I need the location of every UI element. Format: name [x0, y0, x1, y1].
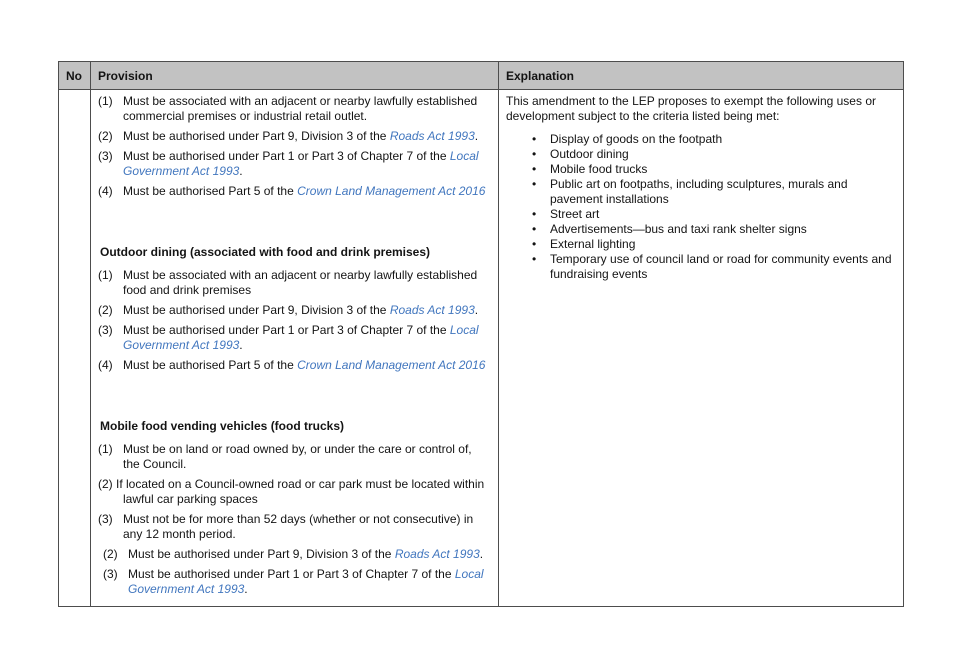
provision-item-number: (3): [98, 149, 113, 163]
provision-item: [98, 442, 491, 472]
provision-section-heading: Mobile food vending vehicles (food trucks): [100, 419, 345, 433]
provision-item-number: (2): [98, 477, 113, 491]
provision-item: [98, 477, 491, 507]
explanation-bullet-list: [506, 132, 896, 282]
explanation-bullet-item: • Street art: [506, 207, 896, 222]
provision-item: [98, 358, 491, 373]
explanation-intro: This amendment to the LEP proposes to exempt the following uses or development subject to the criteria listed being met:: [506, 94, 876, 123]
act-reference: Crown Land Management Act 2016: [297, 358, 486, 372]
provision-item: [98, 94, 491, 124]
provision-text: .: [474, 303, 479, 317]
act-reference: Local Government Act 1993: [128, 567, 484, 596]
provision-item-number: (4): [98, 358, 113, 372]
act-reference: Roads Act 1993: [389, 303, 475, 317]
provision-item: [98, 547, 491, 562]
header-cell-no: No: [59, 62, 91, 90]
provision-item-number: (1): [98, 94, 113, 108]
provision-text: Must be on land or road owned by, or under the care or control of, the Council.: [123, 442, 472, 471]
cell-no: [59, 90, 91, 607]
explanation-bullet-item: • Temporary use of council land or road for community events and fundraising events: [506, 252, 896, 282]
explanation-bullet-item: • Display of goods on the footpath: [506, 132, 896, 147]
explanation-bullet-item: • Advertisements—bus and taxi rank shelter signs: [506, 222, 896, 237]
provision-text: Must be authorised under Part 1 or Part 3 of Chapter 7 of the: [123, 149, 450, 163]
explanation-bullet-item: • Public art on footpaths, including sculptures, murals and pavement installations: [506, 177, 896, 207]
provision-item: [98, 567, 491, 597]
provision-item: [98, 184, 491, 199]
provision-item: [98, 323, 491, 353]
provision-item-number: (2): [98, 303, 113, 317]
provision-text: Must be authorised under Part 9, Division 3 of the: [123, 303, 390, 317]
act-reference: Local Government Act 1993: [123, 323, 479, 352]
cell-explanation: [499, 90, 904, 607]
provision-item: [98, 268, 491, 298]
provision-text: .: [479, 547, 484, 561]
provision-item-number: (2): [103, 547, 118, 561]
provision-item: [98, 149, 491, 179]
provision-item: [98, 303, 491, 318]
provision-text: Must not be for more than 52 days (whether or not consecutive) in any 12 month period.: [123, 512, 474, 541]
explanation-bullet-item: • Mobile food trucks: [506, 162, 896, 177]
provision-text: Must be associated with an adjacent or nearby lawfully established commercial premises or industrial retail outlet.: [123, 94, 478, 123]
provision-item-number: (2): [98, 129, 113, 143]
table-body-row: [59, 90, 904, 607]
provision-text: Must be associated with an adjacent or nearby lawfully established food and drink premises: [123, 268, 478, 297]
table-header-row: [59, 62, 904, 90]
provision-item: [98, 129, 491, 144]
provision-text: Must be authorised Part 5 of the: [123, 184, 298, 198]
provision-item-number: (4): [98, 184, 113, 198]
provision-text: .: [244, 582, 248, 596]
provision-text: Must be authorised under Part 9, Division 3 of the: [128, 547, 395, 561]
header-cell-provision: Provision: [91, 62, 499, 90]
provision-text: Must be authorised under Part 9, Division 3 of the: [123, 129, 390, 143]
provision-text: .: [239, 164, 243, 178]
provision-text: Must be authorised under Part 1 or Part 3 of Chapter 7 of the: [128, 567, 455, 581]
provision-text: Must be authorised under Part 1 or Part 3 of Chapter 7 of the: [123, 323, 450, 337]
provision-item-number: (3): [98, 512, 113, 526]
provision-text: .: [239, 338, 243, 352]
provision-item: [98, 512, 491, 542]
provision-text: Must be authorised Part 5 of the: [123, 358, 298, 372]
provision-text: .: [474, 129, 479, 143]
provision-item-number: (1): [98, 268, 113, 282]
act-reference: Crown Land Management Act 2016: [297, 184, 486, 198]
header-cell-explanation: Explanation: [499, 62, 904, 90]
act-reference: Roads Act 1993: [394, 547, 480, 561]
provision-item-number: (3): [103, 567, 118, 581]
provision-item-number: (1): [98, 442, 113, 456]
provision-text: If located on a Council-owned road or car park must be located within lawful car parking spaces: [116, 477, 485, 506]
provision-item-number: (3): [98, 323, 113, 337]
provision-section-heading: Outdoor dining (associated with food and drink premises): [100, 245, 431, 259]
act-reference: Roads Act 1993: [389, 129, 475, 143]
explanation-bullet-item: • Outdoor dining: [506, 147, 896, 162]
act-reference: Local Government Act 1993: [123, 149, 479, 178]
cell-provision: [91, 90, 499, 607]
lep-amendment-table: [58, 61, 904, 607]
explanation-bullet-item: • External lighting: [506, 237, 896, 252]
